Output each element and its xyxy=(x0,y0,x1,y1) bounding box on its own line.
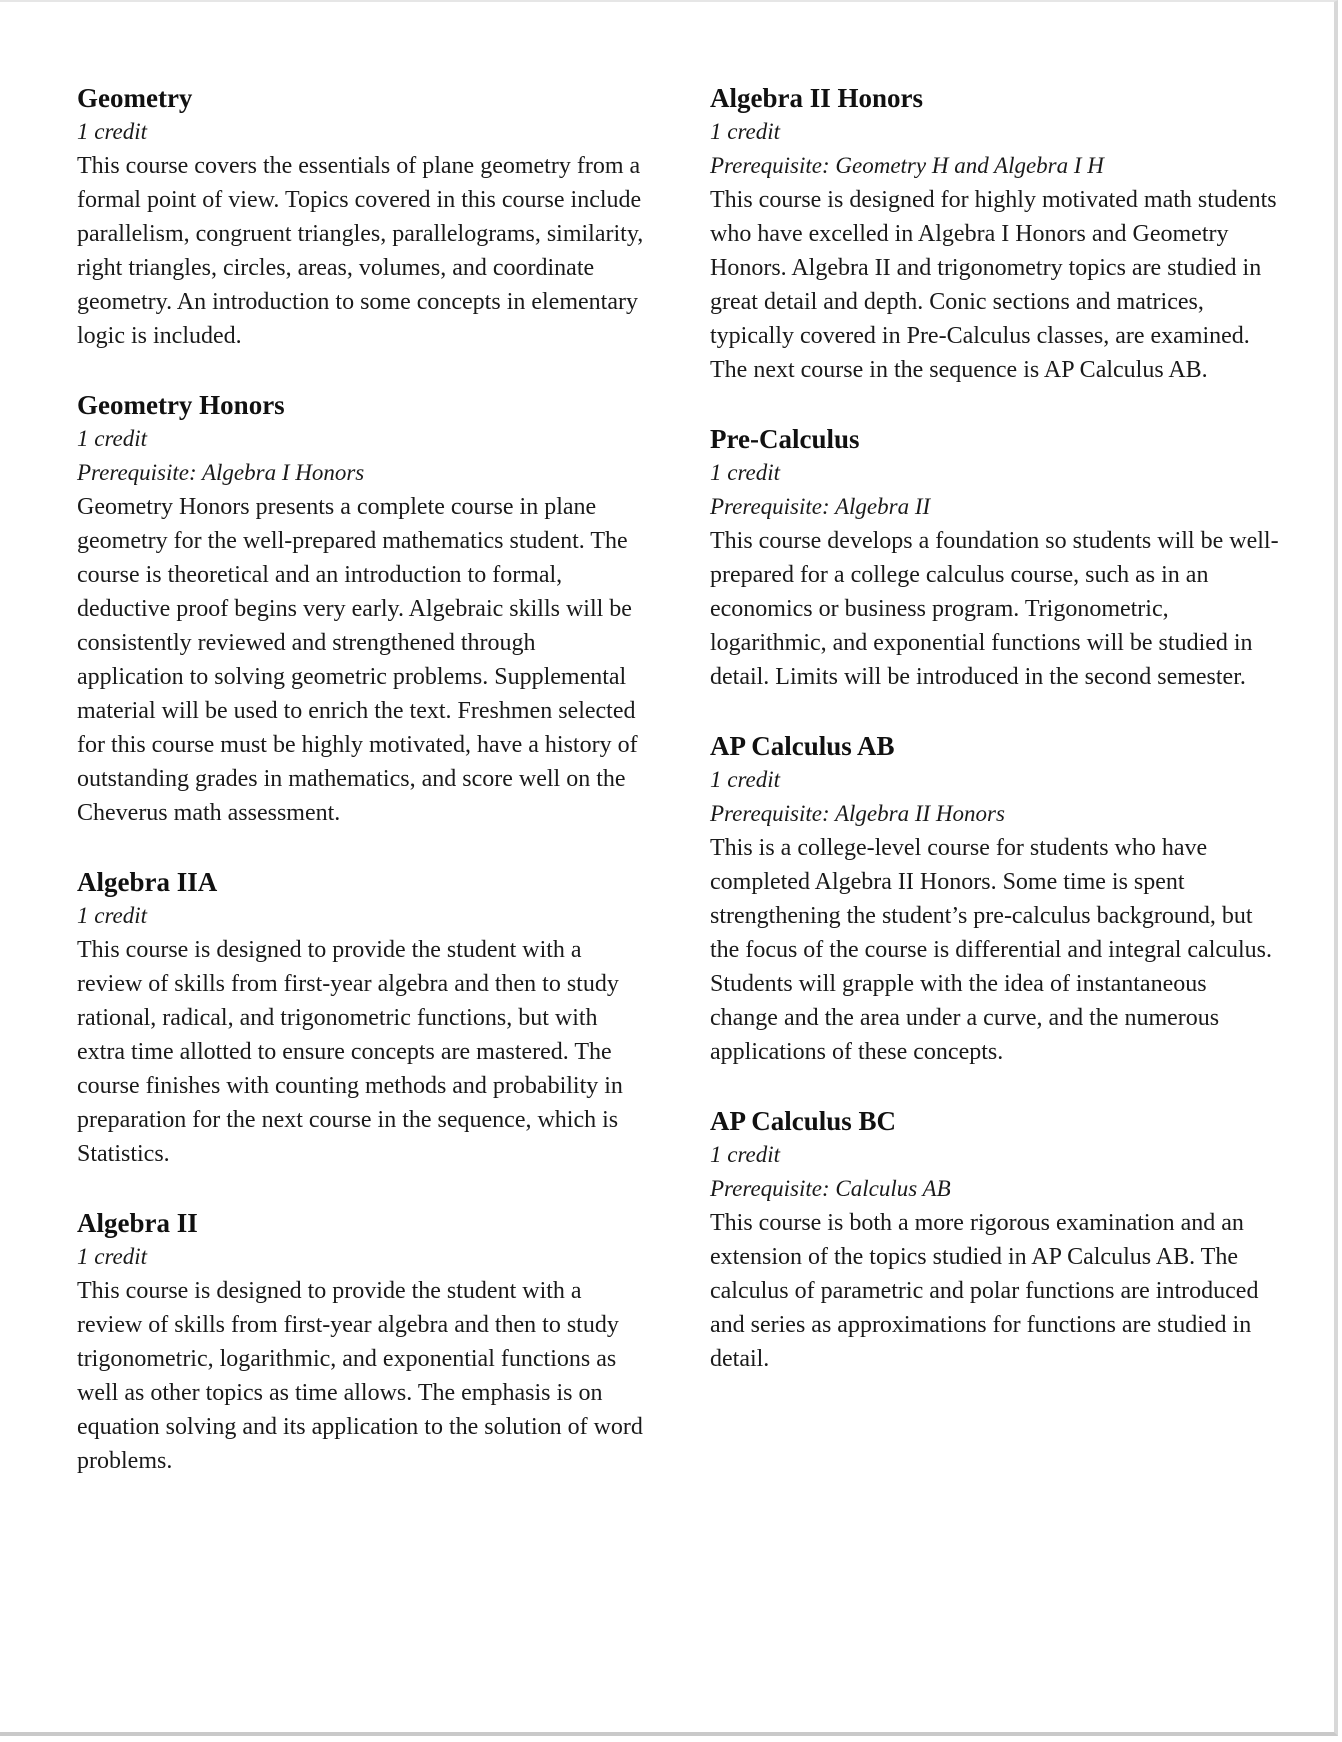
course-title: Algebra II Honors xyxy=(710,83,924,113)
course-credit: 1 credit xyxy=(77,119,148,144)
course-credit: 1 credit xyxy=(710,767,781,792)
course-prerequisite: Prerequisite: Algebra I Honors xyxy=(77,460,365,485)
course-algebra-ii xyxy=(77,1205,647,1478)
course-prerequisite: Prerequisite: Calculus AB xyxy=(710,1176,951,1201)
course-description: This is a college-level course for students who have completed Algebra II Honors. Some time is spent strengthening the student’s pre-calculus background, but the focus of the course is differential and integral calculus. Students will grapple with the idea of instantaneous change and the area under a curve, and the numerous applications of these concepts. xyxy=(710,835,1273,1065)
course-description: This course covers the essentials of plane geometry from a formal point of view. Topics covered in this course include parallelism, congruent triangles, parallelograms, similarity, right triangles, circles, areas, volumes, and coordinate geometry. An introduction to some concepts in elementary logic is included. xyxy=(77,153,644,349)
course-credit: 1 credit xyxy=(77,903,148,928)
course-credit: 1 credit xyxy=(710,119,781,144)
course-credit: 1 credit xyxy=(77,1244,148,1269)
right-column xyxy=(710,80,1280,1410)
course-title: AP Calculus BC xyxy=(710,1106,897,1136)
course-geometry xyxy=(77,80,647,353)
course-description: This course develops a foundation so students will be well-prepared for a college calculus course, such as in an economics or business program. Trigonometric, logarithmic, and exponential functions will be studied in detail. Limits will be introduced in the second semester. xyxy=(710,528,1279,690)
course-title: Geometry Honors xyxy=(77,390,285,420)
course-credit: 1 credit xyxy=(710,1142,781,1167)
course-algebra-iia xyxy=(77,864,647,1171)
course-prerequisite: Prerequisite: Geometry H and Algebra I H xyxy=(710,153,1104,178)
course-title: Pre-Calculus xyxy=(710,424,860,454)
course-geometry-honors xyxy=(77,387,647,830)
course-ap-calculus-ab xyxy=(710,728,1280,1069)
course-title: AP Calculus AB xyxy=(710,731,895,761)
course-prerequisite: Prerequisite: Algebra II Honors xyxy=(710,801,1005,826)
course-algebra-ii-honors xyxy=(710,80,1280,387)
course-description: This course is designed for highly motivated math students who have excelled in Algebra I Honors and Geometry Honors. Algebra II and trigonometry topics are studied in great detail and depth. Conic sections and matrices, typically covered in Pre-Calculus classes, are examined. The next course in the sequence is AP Calculus AB. xyxy=(710,187,1277,383)
course-title: Geometry xyxy=(77,83,193,113)
course-title: Algebra IIA xyxy=(77,867,218,897)
course-prerequisite: Prerequisite: Algebra II xyxy=(710,494,931,519)
course-description: This course is both a more rigorous examination and an extension of the topics studied in AP Calculus AB. The calculus of parametric and polar functions are introduced and series as approximations for functions are studied in detail. xyxy=(710,1210,1259,1372)
course-pre-calculus xyxy=(710,421,1280,694)
course-credit: 1 credit xyxy=(77,426,148,451)
left-column xyxy=(77,80,647,1512)
course-description: Geometry Honors presents a complete course in plane geometry for the well-prepared mathematics student. The course is theoretical and an introduction to formal, deductive proof begins very early. Algebraic skills will be consistently reviewed and strengthened through application to solving geometric problems. Supplemental material will be used to enrich the text. Freshmen selected for this course must be highly motivated, have a history of outstanding grades in mathematics, and score well on the Cheverus math assessment. xyxy=(77,494,638,826)
course-ap-calculus-bc xyxy=(710,1103,1280,1376)
course-title: Algebra II xyxy=(77,1208,198,1238)
course-credit: 1 credit xyxy=(710,460,781,485)
course-description: This course is designed to provide the student with a review of skills from first-year algebra and then to study trigonometric, logarithmic, and exponential functions as well as other topics as time allows. The emphasis is on equation solving and its application to the solution of word problems. xyxy=(77,1278,643,1474)
course-description: This course is designed to provide the student with a review of skills from first-year algebra and then to study rational, radical, and trigonometric functions, but with extra time allotted to ensure concepts are mastered. The course finishes with counting methods and probability in preparation for the next course in the sequence, which is Statistics. xyxy=(77,937,623,1167)
